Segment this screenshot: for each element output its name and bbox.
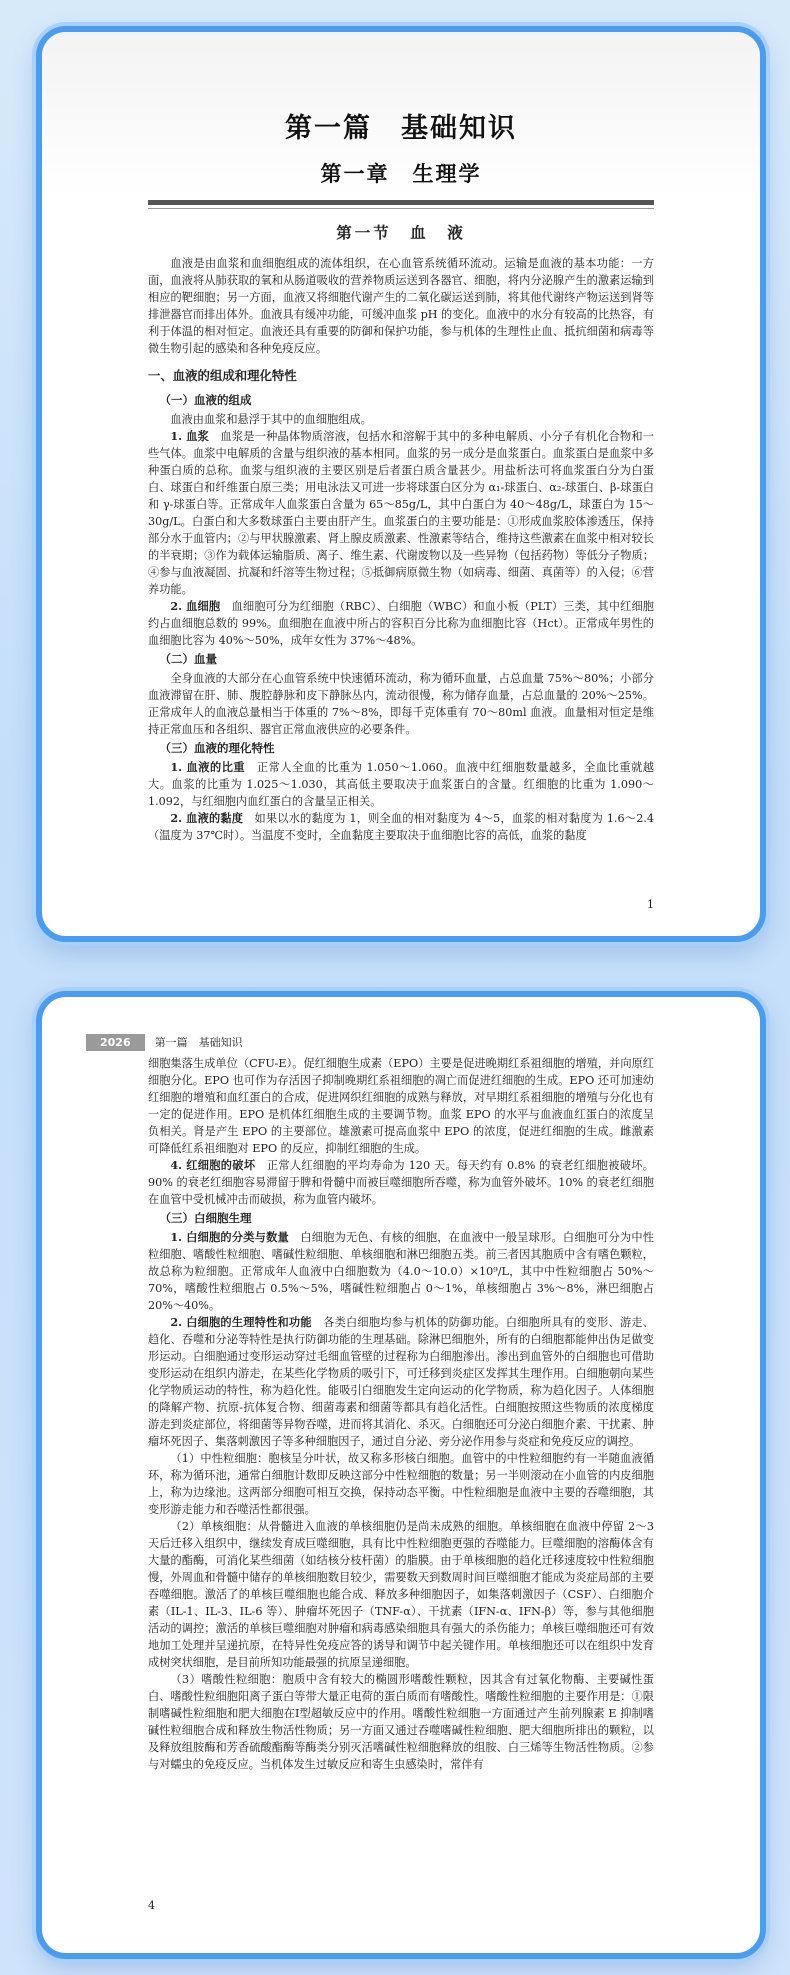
- composition-paragraph: 血液由血浆和悬浮于其中的血细胞组成。: [170, 413, 372, 426]
- header-rule: [148, 200, 654, 205]
- heading-composition-sub: （一）血液的组成: [159, 393, 252, 407]
- page-number: 1: [647, 898, 654, 911]
- wbc-func-paragraph: [148, 1314, 654, 1450]
- page-2-body: [148, 1055, 654, 1773]
- destroy-lead: 4. 红细胞的破坏: [170, 1158, 256, 1172]
- epo-paragraph: 细胞集落生成单位（CFU-E）。促红细胞生成素（EPO）主要是促进晚期红系祖细胞的增殖，并向原红细胞分化。EPO 也可作为存活因子抑制晚期红系祖细胞的凋亡而促进红细胞的生成。EPO 还可加速幼红细胞的增殖和血红蛋白的合成，促进网织红细胞的成熟与释放，对早期红系祖细胞的增殖与分化也有一定的促进作用。EPO 是机体红细胞生成的主要调节物。血浆 EPO 的水平与血液血红蛋白的浓度呈负相关。肾是产生 EPO 的主要部位。雄激素可提高血浆中 EPO 的浓度，促进红细胞的生成。雌激素可降低红系祖细胞对 EPO 的反应，抑制红细胞的生成。: [148, 1057, 654, 1155]
- year-badge: 2026: [86, 1034, 145, 1051]
- page-1-body: [148, 224, 654, 844]
- gravity-text: 正常人全血的比重为 1.050～1.060。血液中红细胞数量越多，全血比重就越大。血浆的比重为 1.025～1.030，其高低主要取决于血浆蛋白的含量。红细胞的比重为 1.090～1.092，与红细胞内血红蛋白的含量呈正相关。: [148, 761, 654, 808]
- header-rule-thin: [148, 208, 654, 209]
- page-number: 4: [148, 1899, 155, 1912]
- cells-lead: 2. 血细胞: [170, 599, 221, 613]
- eosinophil-paragraph: （3）嗜酸性粒细胞：胞质中含有较大的椭圆形嗜酸性颗粒，因其含有过氧化物酶、主要碱性蛋白、嗜酸性粒细胞阳离子蛋白等带大量正电荷的蛋白质而有嗜酸性。嗜酸性粒细胞的主要作用是：①限制嗜碱性粒细胞和肥大细胞在Ⅰ型超敏反应中的作用。嗜酸性粒细胞一方面通过产生前列腺素 E 抑制嗜碱性粒细胞合成和释放生物活性物质；另一方面又通过吞噬嗜碱性粒细胞、肥大细胞所排出的颗粒，以及释放组胺酶和芳香硫酸酯酶等酶类分别灭活嗜碱性粒细胞释放的组胺、白三烯等生物活性物质。②参与对蠕虫的免疫反应。当机体发生过敏反应和寄生虫感染时，常伴有: [148, 1673, 654, 1771]
- heading-composition: 一、血液的组成和理化特性: [148, 368, 297, 383]
- gravity-lead: 1. 血液的比重: [170, 760, 246, 774]
- wbc-func-text: 各类白细胞均参与机体的防御功能。白细胞所具有的变形、游走、趋化、吞噬和分泌等特性是执行防御功能的生理基础。除淋巴细胞外，所有的白细胞都能伸出伪足做变形运动。白细胞通过变形运动穿过毛细血管壁的过程称为白细胞渗出。渗出到血管外的白细胞也可借助变形运动在组织内游走，在某些化学物质的吸引下，可迁移到炎症区发挥其生理作用。白细胞朝向某些化学物质运动的特性，称为趋化性。能吸引白细胞发生定向运动的化学物质，称为趋化因子。人体细胞的降解产物、抗原-抗体复合物、细菌毒素和细菌等都具有趋化活性。白细胞按照这些物质的浓度梯度游走到炎症部位，将细菌等异物吞噬，进而将其消化、杀灭。白细胞还可分泌白细胞介素、干扰素、肿瘤坏死因子、集落刺激因子等多种细胞因子，通过自分泌、旁分泌作用参与炎症和免疫反应的调控。: [148, 1316, 654, 1448]
- heading-wbc: （三）白细胞生理: [159, 1211, 252, 1225]
- plasma-lead: 1. 血浆: [170, 429, 210, 443]
- viscosity-paragraph: [148, 810, 654, 844]
- viscosity-lead: 2. 血液的黏度: [170, 811, 244, 825]
- section-title: 第一节 血 液: [336, 223, 466, 242]
- cells-paragraph: [148, 598, 654, 649]
- running-part-title: 第一篇 基础知识: [154, 1036, 243, 1049]
- running-header: [86, 1033, 243, 1051]
- chapter-title: 第一章 生理学: [320, 162, 482, 186]
- part-title: 第一篇 基础知识: [285, 113, 517, 144]
- plasma-text: 血浆是一种晶体物质溶液，包括水和溶解于其中的多种电解质、小分子有机化合物和一些气体。血浆中电解质的含量与组织液的基本相同。血浆的另一成分是血浆蛋白。血浆蛋白是血浆中多种蛋白质的总称。血浆与组织液的主要区别是后者蛋白质含量甚少。用盐析法可将血浆蛋白分为白蛋白、球蛋白和纤维蛋白原三类；用电泳法又可进一步将球蛋白区分为 α₁-球蛋白、α₂-球蛋白、β-球蛋白和 γ-球蛋白等。正常成年人血浆蛋白含量为 65～85g/L，其中白蛋白为 40～48g/L，球蛋白为 15～30g/L。白蛋白和大多数球蛋白主要由肝产生。血浆蛋白的主要功能是：①形成血浆胶体渗透压，保持部分水于血管内；②与甲状腺激素、肾上腺皮质激素、性激素等结合，维持这些激素在血浆中相对较长的半衰期；③作为载体运输脂质、离子、维生素、代谢废物以及一些异物（包括药物）等低分子物质；④参与血液凝固、抗凝和纤溶等生物过程；⑤抵御病原微生物（如病毒、细菌、真菌等）的入侵；⑥营养功能。: [148, 430, 654, 596]
- wbc-class-paragraph: [148, 1229, 654, 1314]
- heading-physical: （三）血液的理化特性: [159, 741, 275, 755]
- cells-text: 血细胞可分为红细胞（RBC）、白细胞（WBC）和血小板（PLT）三类，其中红细胞约占血细胞总数的 99%。血细胞在血液中所占的容积百分比称为血细胞比容（Hct）。正常成年男性的血细胞比容为 40%～50%，成年女性为 37%～48%。: [148, 600, 654, 647]
- page-card-1: [36, 26, 766, 942]
- wbc-class-lead: 1. 白细胞的分类与数量: [170, 1230, 289, 1244]
- wbc-class-text: 白细胞为无色、有核的细胞，在血液中一般呈球形。白细胞可分为中性粒细胞、嗜酸性粒细胞、嗜碱性粒细胞、单核细胞和淋巴细胞五类。前三者因其胞质中含有嗜色颗粒，故总称为粒细胞。正常成年人血液中白细胞数为（4.0～10.0）×10⁹/L，其中中性粒细胞占 50%～70%，嗜酸性粒细胞占 0.5%～5%，嗜碱性粒细胞占 0～1%，单核细胞占 3%～8%，淋巴细胞占 20%～40%。: [148, 1231, 654, 1312]
- destroy-paragraph: [148, 1157, 654, 1208]
- viscosity-text: 如果以水的黏度为 1，则全血的相对黏度为 4～5，血浆的相对黏度为 1.6～2.4（温度为 37℃时）。当温度不变时，全血黏度主要取决于血细胞比容的高低，血浆的黏度: [148, 812, 654, 842]
- plasma-paragraph: [148, 428, 654, 598]
- volume-paragraph: 全身血液的大部分在心血管系统中快速循环流动，称为循环血量，占总血量 75%～80%；小部分血液滞留在肝、肺、腹腔静脉和皮下静脉丛内，流动很慢，称为储存血量，占总血量的 20%～25%。正常成年人的血液总量相当于体重的 7%～8%，即每千克体重有 70～80ml 血液。血量相对恒定是维持正常血压和各组织、器官正常血液供应的必要条件。: [148, 672, 654, 736]
- wbc-func-lead: 2. 白细胞的生理特性和功能: [170, 1315, 312, 1329]
- neutrophil-paragraph: （1）中性粒细胞：胞核呈分叶状，故又称多形核白细胞。血管中的中性粒细胞约有一半随血液循环，称为循环池，通常白细胞计数即反映这部分中性粒细胞的数量；另一半则滚动在小血管的内皮细胞上，称为边缘池。这两部分细胞可相互交换，保持动态平衡。中性粒细胞是血液中主要的吞噬细胞，其变形游走能力和吞噬活性都很强。: [148, 1452, 654, 1516]
- page-card-2: [36, 991, 766, 1959]
- monocyte-paragraph: （2）单核细胞：从骨髓进入血液的单核细胞仍是尚未成熟的细胞。单核细胞在血液中停留 2～3 天后迁移入组织中，继续发育成巨噬细胞，具有比中性粒细胞更强的吞噬能力。巨噬细胞的溶酶体含有大量的酯酶，可消化某些细菌（如结核分枝杆菌）的脂膜。由于单核细胞的趋化迁移速度较中性粒细胞慢，外周血和骨髓中储存的单核细胞数目较少，需要数天到数周时间巨噬细胞才能成为炎症局部的主要吞噬细胞。激活了的单核巨噬细胞也能合成、释放多种细胞因子，如集落刺激因子（CSF）、白细胞介素（IL-1、IL-3、IL-6 等）、肿瘤坏死因子（TNF-α）、干扰素（IFN-α、IFN-β）等，参与其他细胞活动的调控；激活的单核巨噬细胞对肿瘤和病毒感染细胞具有强大的杀伤能力；单核巨噬细胞还可有效地加工处理并呈递抗原，在特异性免疫应答的诱导和调节中起关键作用。单核细胞还可以在组织中发育成树突状细胞，是目前所知功能最强的抗原呈递细胞。: [148, 1520, 654, 1669]
- intro-paragraph: 血液是由血浆和血细胞组成的流体组织，在心血管系统循环流动。运输是血液的基本功能：一方面，血液将从肺获取的氧和从肠道吸收的营养物质运送到各器官、细胞，将内分泌腺产生的激素运输到相应的靶细胞；另一方面，血液又将细胞代谢产生的二氧化碳运送到肺，将其他代谢终产物运送到肾等排泄器官而排出体外。血液具有缓冲功能，可缓冲血浆 pH 的变化。血液中的水分有较高的比热容，有利于体温的相对恒定。血液还具有重要的防御和保护功能，参与机体的生理性止血、抵抗细菌和病毒等微生物引起的感染和各种免疫反应。: [148, 257, 654, 355]
- destroy-text: 正常人红细胞的平均寿命为 120 天。每天约有 0.8% 的衰老红细胞被破坏。90% 的衰老红细胞容易滞留于脾和骨髓中而被巨噬细胞所吞噬，称为血管外破坏。10% 的衰老红细胞在血管中受机械冲击而破损，称为血管内破坏。: [148, 1159, 654, 1206]
- heading-volume: （二）血量: [159, 652, 217, 666]
- gravity-paragraph: [148, 759, 654, 810]
